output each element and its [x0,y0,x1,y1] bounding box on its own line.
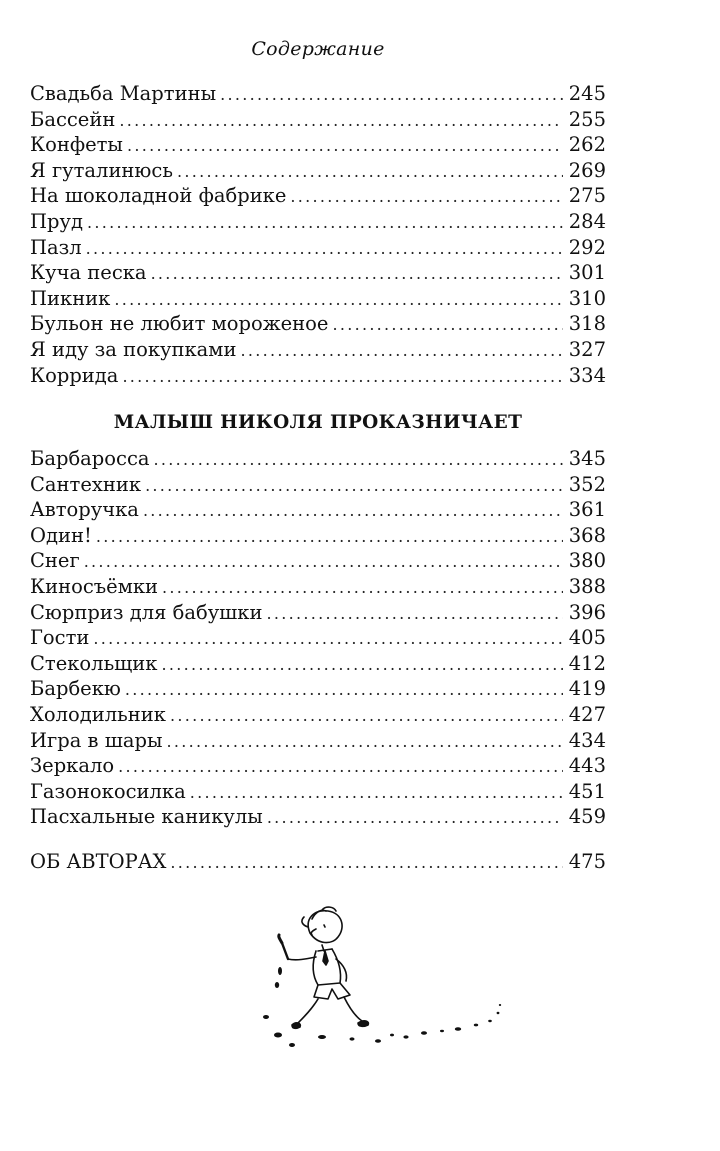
toc-entry [30,676,606,702]
toc-entry-page: 345 [568,447,606,470]
toc-entry-page: 475 [568,850,606,873]
toc-entry [30,209,606,235]
dot-leader [162,652,563,678]
toc-entry [30,183,606,209]
dot-leader [220,82,563,108]
toc-entry-title: Конфеты [30,133,123,157]
toc-entry-page: 459 [568,805,606,829]
toc-entry-title: Холодильник [30,702,166,726]
toc-entry [30,363,606,389]
toc-entry [30,804,606,830]
toc-entry-page: 388 [568,574,606,598]
toc-entry-title: Куча песка [30,261,147,285]
toc-entry [30,548,606,574]
toc-entry-page: 352 [568,472,606,496]
toc-entry-page: 368 [568,523,606,547]
toc-entry-title: Я гуталинюсь [30,158,173,182]
toc-entry [30,260,606,286]
toc-entry-title: Бассейн [30,107,116,131]
dot-leader [290,184,562,210]
dot-leader [177,159,563,185]
dot-leader [93,626,562,652]
toc-entry-page: 361 [568,498,606,522]
toc-entry-title: На шоколадной фабрике [30,184,287,208]
toc-entry [30,311,606,337]
toc-entry [30,158,606,184]
toc-entry-page: 412 [568,651,606,675]
toc-entry [30,574,606,600]
toc-entry-page: 380 [568,549,606,573]
toc-entry [30,600,606,626]
toc-entry [30,107,606,133]
dot-leader [190,780,563,806]
dot-leader [151,261,563,287]
toc-entry-page: 443 [568,754,606,778]
toc-entry-title: Игра в шары [30,728,163,752]
toc-entry-page: 396 [568,600,606,624]
toc-entry-title: Стекольщик [30,651,158,675]
dot-leader [170,850,562,876]
toc-entry-title: Газонокосилка [30,779,186,803]
dot-leader [170,703,563,729]
dot-leader [96,524,563,550]
dot-leader [143,498,563,524]
toc-entry-page: 284 [568,209,606,233]
toc-entry-title: Барбекю [30,677,121,701]
dot-leader [118,754,563,780]
toc-entry-page: 318 [568,312,606,336]
dot-leader [84,549,563,575]
toc-entry [30,702,606,728]
dot-leader [114,287,562,313]
toc-entry-title: Один! [30,523,92,547]
boy-with-brush-illustration-icon [252,905,522,1067]
toc-entry-page: 327 [568,337,606,361]
toc-entry-title: ОБ АВТОРАХ [30,850,167,873]
dot-leader [122,364,562,390]
toc-entry-page: 245 [568,82,606,105]
dot-leader [154,447,563,473]
toc-entry [30,446,606,472]
toc-entry-title: Сюрприз для бабушки [30,600,263,624]
toc-entry-title: Киносъёмки [30,574,159,598]
dot-leader [87,210,563,236]
toc-entry-page: 292 [568,235,606,259]
toc-entry-page: 405 [568,626,606,650]
toc-entry-title: Барбаросса [30,447,150,470]
toc-entry-title: Гости [30,626,90,650]
toc-entry-title: Зеркало [30,754,115,778]
toc-entry [30,497,606,523]
section-heading: МАЛЫШ НИКОЛЯ ПРОКАЗНИЧАЕТ [113,412,523,433]
toc-entry [30,753,606,779]
toc-entry-page: 301 [568,261,606,285]
toc-entry [30,849,606,875]
dot-leader [125,677,563,703]
toc-entry [30,472,606,498]
toc-entry-title: Пазл [30,235,82,259]
toc-entry-page: 334 [568,363,606,387]
dot-leader [166,729,562,755]
toc-entry-title: Свадьба Мартины [30,82,217,105]
toc-entry-page: 434 [568,728,606,752]
dot-leader [162,575,563,601]
dot-leader [266,601,562,627]
toc-entry [30,81,606,107]
dot-leader [127,133,563,159]
toc-entry-title: Пасхальные каникулы [30,805,263,829]
toc-entry-title: Бульон не любит мороженое [30,312,329,336]
toc-entry [30,286,606,312]
toc-entry-title: Пикник [30,286,111,310]
dot-leader [86,236,563,262]
dot-leader [240,338,562,364]
toc-list-section [30,446,606,830]
toc-entry [30,728,606,754]
dot-leader [332,312,562,338]
toc-entry-page: 275 [568,184,606,208]
toc-entry-title: Снег [30,549,80,573]
toc-entry-title: Авторучка [30,498,139,522]
toc-entry [30,337,606,363]
toc-entry-title: Коррида [30,363,119,387]
toc-entry [30,132,606,158]
toc-entry-title: Сантехник [30,472,142,496]
toc-entry [30,779,606,805]
toc-entry-page: 255 [568,107,606,131]
toc-entry [30,651,606,677]
toc-entry [30,523,606,549]
dot-leader [145,473,563,499]
toc-entry-title: Пруд [30,209,83,233]
toc-entry [30,625,606,651]
running-head: Содержание [251,38,385,60]
toc-entry-title: Я иду за покупками [30,337,237,361]
toc-list-main [30,81,606,388]
toc-entry [30,235,606,261]
dot-leader [119,108,562,134]
toc-entry-page: 310 [568,286,606,310]
toc-list-appendix [30,849,606,875]
toc-entry-page: 451 [568,779,606,803]
dot-leader [267,805,563,831]
toc-entry-page: 419 [568,677,606,701]
toc-entry-page: 269 [568,158,606,182]
toc-entry-page: 427 [568,702,606,726]
toc-entry-page: 262 [568,133,606,157]
